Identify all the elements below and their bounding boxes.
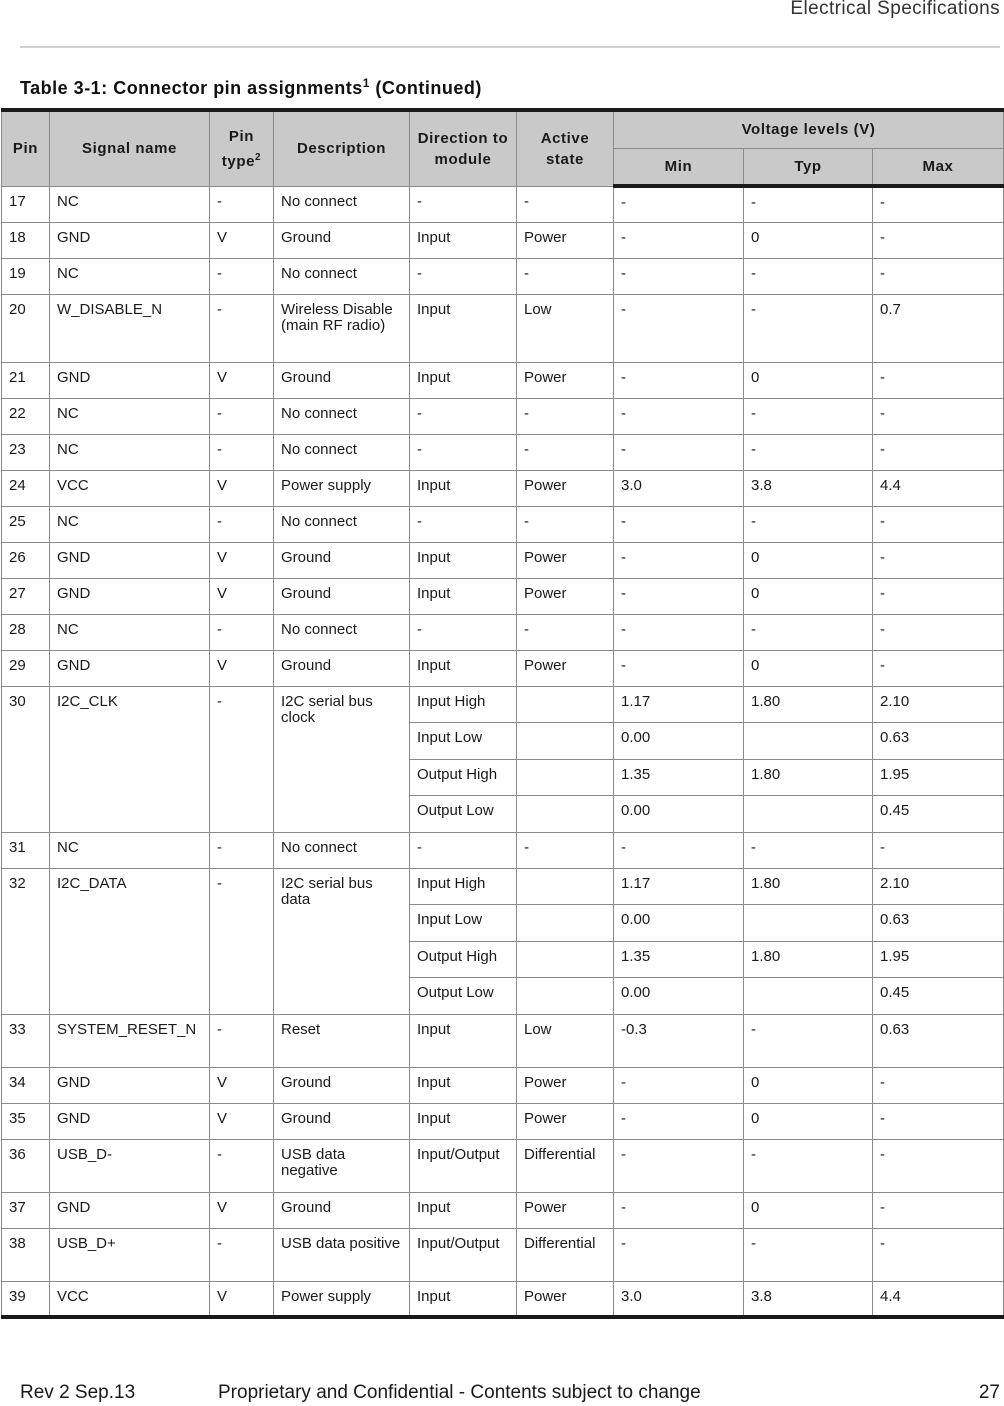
cell-description: USB data positive bbox=[274, 1228, 410, 1281]
cell-pin: 36 bbox=[2, 1139, 50, 1192]
cell-description: No connect bbox=[274, 434, 410, 470]
cell-pin-type: - bbox=[210, 186, 274, 222]
cell-active-state: - bbox=[517, 434, 614, 470]
cell-min: - bbox=[614, 398, 744, 434]
cell-signal-name: VCC bbox=[50, 470, 210, 506]
cell-max: 4.4 bbox=[873, 1281, 1004, 1317]
cell-min: - bbox=[614, 294, 744, 362]
cell-pin: 21 bbox=[2, 362, 50, 398]
cell-pin-type: V bbox=[210, 470, 274, 506]
cell-description: Power supply bbox=[274, 1281, 410, 1317]
table-row bbox=[2, 868, 1004, 905]
cell-direction: Input High bbox=[410, 686, 517, 723]
cell-typ: 0 bbox=[744, 362, 873, 398]
cell-active-state: Power bbox=[517, 470, 614, 506]
cell-description: Ground bbox=[274, 362, 410, 398]
cell-direction: Output Low bbox=[410, 796, 517, 833]
cell-min: -0.3 bbox=[614, 1014, 744, 1067]
cell-pin-type: - bbox=[210, 1139, 274, 1192]
footer-revision: Rev 2 Sep.13 bbox=[20, 1382, 136, 1403]
cell-description: No connect bbox=[274, 832, 410, 868]
cell-active-state: - bbox=[517, 186, 614, 222]
cell-active-state: Power bbox=[517, 222, 614, 258]
cell-max: 0.63 bbox=[873, 723, 1004, 760]
cell-typ bbox=[744, 978, 873, 1015]
header-pin: Pin bbox=[2, 110, 50, 186]
cell-signal-name: GND bbox=[50, 650, 210, 686]
cell-active-state: - bbox=[517, 258, 614, 294]
table-row bbox=[2, 362, 1004, 398]
cell-pin: 23 bbox=[2, 434, 50, 470]
cell-direction: Input bbox=[410, 222, 517, 258]
cell-description: No connect bbox=[274, 506, 410, 542]
cell-max: 2.10 bbox=[873, 868, 1004, 905]
cell-description: Ground bbox=[274, 1192, 410, 1228]
cell-pin-type: V bbox=[210, 1103, 274, 1139]
cell-typ: 1.80 bbox=[744, 759, 873, 796]
cell-max: - bbox=[873, 542, 1004, 578]
pin-table-body bbox=[2, 186, 1004, 1317]
cell-min: - bbox=[614, 1192, 744, 1228]
cell-pin: 28 bbox=[2, 614, 50, 650]
cell-direction: Input Low bbox=[410, 723, 517, 760]
cell-active-state bbox=[517, 796, 614, 833]
cell-max: 0.45 bbox=[873, 796, 1004, 833]
pin-assignment-table bbox=[1, 108, 1004, 1319]
cell-active-state bbox=[517, 868, 614, 905]
cell-direction: Input bbox=[410, 294, 517, 362]
cell-min: - bbox=[614, 362, 744, 398]
cell-pin: 27 bbox=[2, 578, 50, 614]
cell-active-state: - bbox=[517, 398, 614, 434]
cell-typ: - bbox=[744, 1228, 873, 1281]
table-row bbox=[2, 686, 1004, 723]
caption-text: Table 3-1: Connector pin assignments bbox=[20, 78, 363, 98]
cell-pin: 30 bbox=[2, 686, 50, 832]
table-row bbox=[2, 650, 1004, 686]
cell-signal-name: NC bbox=[50, 506, 210, 542]
cell-pin-type: V bbox=[210, 578, 274, 614]
cell-signal-name: GND bbox=[50, 1192, 210, 1228]
cell-typ: - bbox=[744, 832, 873, 868]
cell-pin-type: - bbox=[210, 868, 274, 1014]
cell-max: - bbox=[873, 258, 1004, 294]
cell-max: - bbox=[873, 578, 1004, 614]
cell-typ: 0 bbox=[744, 578, 873, 614]
cell-direction: Input/Output bbox=[410, 1228, 517, 1281]
cell-max: - bbox=[873, 222, 1004, 258]
cell-description: Ground bbox=[274, 650, 410, 686]
cell-direction: - bbox=[410, 506, 517, 542]
cell-signal-name: GND bbox=[50, 1067, 210, 1103]
cell-signal-name: NC bbox=[50, 258, 210, 294]
table-row bbox=[2, 258, 1004, 294]
cell-typ: 1.80 bbox=[744, 868, 873, 905]
cell-description: No connect bbox=[274, 398, 410, 434]
cell-max: - bbox=[873, 1228, 1004, 1281]
cell-typ: - bbox=[744, 1014, 873, 1067]
cell-min: - bbox=[614, 614, 744, 650]
cell-direction: - bbox=[410, 434, 517, 470]
cell-direction: Input bbox=[410, 1281, 517, 1317]
header-direction: Direction to module bbox=[410, 110, 517, 186]
cell-pin: 29 bbox=[2, 650, 50, 686]
cell-signal-name: W_DISABLE_N bbox=[50, 294, 210, 362]
cell-max: - bbox=[873, 1067, 1004, 1103]
cell-active-state bbox=[517, 759, 614, 796]
header-voltage-levels: Voltage levels (V) bbox=[614, 110, 1004, 148]
cell-pin-type: V bbox=[210, 222, 274, 258]
cell-min: - bbox=[614, 832, 744, 868]
table-row bbox=[2, 506, 1004, 542]
cell-direction: Input Low bbox=[410, 905, 517, 942]
cell-direction: - bbox=[410, 258, 517, 294]
table-row bbox=[2, 1014, 1004, 1067]
table-row bbox=[2, 1228, 1004, 1281]
cell-description: I2C serial bus data bbox=[274, 868, 410, 1014]
table-row bbox=[2, 1192, 1004, 1228]
cell-signal-name: NC bbox=[50, 186, 210, 222]
table-row bbox=[2, 294, 1004, 362]
cell-max: 1.95 bbox=[873, 759, 1004, 796]
cell-active-state bbox=[517, 978, 614, 1015]
cell-signal-name: USB_D+ bbox=[50, 1228, 210, 1281]
cell-pin: 20 bbox=[2, 294, 50, 362]
table-row bbox=[2, 542, 1004, 578]
caption-footnote-mark: 1 bbox=[362, 76, 370, 90]
cell-max: 2.10 bbox=[873, 686, 1004, 723]
cell-signal-name: GND bbox=[50, 542, 210, 578]
cell-description: No connect bbox=[274, 614, 410, 650]
cell-active-state: Power bbox=[517, 362, 614, 398]
caption-suffix: (Continued) bbox=[369, 78, 482, 98]
cell-description: Ground bbox=[274, 542, 410, 578]
cell-typ bbox=[744, 796, 873, 833]
cell-signal-name: GND bbox=[50, 1103, 210, 1139]
cell-pin-type: - bbox=[210, 1014, 274, 1067]
footer-page-number: 27 bbox=[978, 1382, 1000, 1403]
table-row bbox=[2, 398, 1004, 434]
cell-signal-name: NC bbox=[50, 434, 210, 470]
cell-max: 4.4 bbox=[873, 470, 1004, 506]
cell-max: - bbox=[873, 1103, 1004, 1139]
cell-direction: Input bbox=[410, 1067, 517, 1103]
cell-active-state bbox=[517, 686, 614, 723]
cell-pin: 37 bbox=[2, 1192, 50, 1228]
cell-min: - bbox=[614, 258, 744, 294]
cell-signal-name: SYSTEM_RESET_N bbox=[50, 1014, 210, 1067]
cell-pin: 32 bbox=[2, 868, 50, 1014]
cell-description: No connect bbox=[274, 186, 410, 222]
cell-min: - bbox=[614, 222, 744, 258]
cell-min: - bbox=[614, 1139, 744, 1192]
cell-active-state bbox=[517, 723, 614, 760]
cell-signal-name: NC bbox=[50, 832, 210, 868]
cell-active-state: Low bbox=[517, 294, 614, 362]
cell-active-state: - bbox=[517, 506, 614, 542]
cell-max: - bbox=[873, 614, 1004, 650]
table-row bbox=[2, 222, 1004, 258]
header-pin-type-footnote: 2 bbox=[255, 151, 262, 163]
cell-max: 0.45 bbox=[873, 978, 1004, 1015]
cell-direction: Input bbox=[410, 362, 517, 398]
cell-pin: 31 bbox=[2, 832, 50, 868]
cell-min: - bbox=[614, 650, 744, 686]
cell-pin-type: V bbox=[210, 1067, 274, 1103]
cell-min: - bbox=[614, 578, 744, 614]
cell-pin: 18 bbox=[2, 222, 50, 258]
cell-pin-type: - bbox=[210, 1228, 274, 1281]
cell-active-state: Differential bbox=[517, 1228, 614, 1281]
cell-pin-type: V bbox=[210, 1192, 274, 1228]
header-max: Max bbox=[873, 148, 1004, 186]
cell-description: Reset bbox=[274, 1014, 410, 1067]
cell-pin-type: V bbox=[210, 542, 274, 578]
cell-typ bbox=[744, 723, 873, 760]
cell-active-state: Power bbox=[517, 1192, 614, 1228]
cell-min: 0.00 bbox=[614, 905, 744, 942]
cell-min: 1.35 bbox=[614, 941, 744, 978]
table-row bbox=[2, 186, 1004, 222]
cell-min: 0.00 bbox=[614, 796, 744, 833]
cell-typ: 1.80 bbox=[744, 686, 873, 723]
cell-typ: - bbox=[744, 434, 873, 470]
cell-active-state: Power bbox=[517, 1103, 614, 1139]
cell-min: 3.0 bbox=[614, 470, 744, 506]
cell-pin-type: - bbox=[210, 832, 274, 868]
cell-max: 0.63 bbox=[873, 905, 1004, 942]
cell-min: - bbox=[614, 1103, 744, 1139]
cell-min: 3.0 bbox=[614, 1281, 744, 1317]
cell-typ: - bbox=[744, 614, 873, 650]
cell-active-state: Power bbox=[517, 1281, 614, 1317]
cell-active-state bbox=[517, 905, 614, 942]
cell-typ: 0 bbox=[744, 222, 873, 258]
cell-pin-type: V bbox=[210, 1281, 274, 1317]
cell-pin: 35 bbox=[2, 1103, 50, 1139]
cell-min: - bbox=[614, 1067, 744, 1103]
cell-signal-name: USB_D- bbox=[50, 1139, 210, 1192]
cell-direction: Output High bbox=[410, 941, 517, 978]
cell-max: 0.7 bbox=[873, 294, 1004, 362]
cell-description: Ground bbox=[274, 1067, 410, 1103]
cell-typ: 0 bbox=[744, 650, 873, 686]
cell-typ: - bbox=[744, 258, 873, 294]
cell-description: No connect bbox=[274, 258, 410, 294]
cell-min: - bbox=[614, 1228, 744, 1281]
cell-typ: - bbox=[744, 1139, 873, 1192]
cell-active-state: Power bbox=[517, 1067, 614, 1103]
cell-pin: 22 bbox=[2, 398, 50, 434]
table-row bbox=[2, 1103, 1004, 1139]
cell-direction: Input bbox=[410, 1014, 517, 1067]
cell-pin: 34 bbox=[2, 1067, 50, 1103]
header-pin-type-label: Pin type bbox=[221, 127, 256, 170]
cell-typ: 3.8 bbox=[744, 1281, 873, 1317]
cell-direction: - bbox=[410, 614, 517, 650]
cell-typ: 0 bbox=[744, 1192, 873, 1228]
cell-active-state: Power bbox=[517, 542, 614, 578]
cell-active-state: Low bbox=[517, 1014, 614, 1067]
cell-signal-name: GND bbox=[50, 578, 210, 614]
cell-pin-type: - bbox=[210, 614, 274, 650]
cell-max: - bbox=[873, 362, 1004, 398]
cell-pin-type: V bbox=[210, 650, 274, 686]
cell-active-state: Power bbox=[517, 650, 614, 686]
cell-direction: - bbox=[410, 832, 517, 868]
cell-pin-type: - bbox=[210, 258, 274, 294]
cell-typ: - bbox=[744, 506, 873, 542]
cell-signal-name: NC bbox=[50, 398, 210, 434]
cell-description: I2C serial bus clock bbox=[274, 686, 410, 832]
cell-typ: 0 bbox=[744, 542, 873, 578]
header-pin-type bbox=[210, 110, 274, 186]
cell-direction: Input bbox=[410, 1192, 517, 1228]
cell-pin-type: V bbox=[210, 362, 274, 398]
cell-pin: 33 bbox=[2, 1014, 50, 1067]
cell-max: 0.63 bbox=[873, 1014, 1004, 1067]
cell-active-state: - bbox=[517, 614, 614, 650]
header-rule bbox=[20, 46, 1000, 48]
table-row bbox=[2, 832, 1004, 868]
cell-active-state: Differential bbox=[517, 1139, 614, 1192]
table-row bbox=[2, 614, 1004, 650]
cell-direction: Output High bbox=[410, 759, 517, 796]
cell-active-state: - bbox=[517, 832, 614, 868]
cell-typ: - bbox=[744, 186, 873, 222]
cell-max: - bbox=[873, 1192, 1004, 1228]
cell-direction: Input bbox=[410, 470, 517, 506]
cell-min: 0.00 bbox=[614, 723, 744, 760]
running-header: Electrical Specifications bbox=[790, 0, 1000, 19]
cell-pin-type: - bbox=[210, 506, 274, 542]
cell-typ: 1.80 bbox=[744, 941, 873, 978]
cell-pin-type: - bbox=[210, 398, 274, 434]
cell-description: USB data negative bbox=[274, 1139, 410, 1192]
cell-direction: Input High bbox=[410, 868, 517, 905]
cell-direction: - bbox=[410, 186, 517, 222]
table-row bbox=[2, 1067, 1004, 1103]
cell-pin: 26 bbox=[2, 542, 50, 578]
cell-description: Power supply bbox=[274, 470, 410, 506]
cell-max: - bbox=[873, 506, 1004, 542]
header-signal-name: Signal name bbox=[50, 110, 210, 186]
cell-description: Ground bbox=[274, 222, 410, 258]
cell-direction: Input/Output bbox=[410, 1139, 517, 1192]
cell-signal-name: GND bbox=[50, 222, 210, 258]
cell-signal-name: VCC bbox=[50, 1281, 210, 1317]
cell-signal-name: NC bbox=[50, 614, 210, 650]
cell-typ: - bbox=[744, 294, 873, 362]
cell-pin: 19 bbox=[2, 258, 50, 294]
cell-min: 0.00 bbox=[614, 978, 744, 1015]
cell-min: - bbox=[614, 186, 744, 222]
cell-direction: Input bbox=[410, 1103, 517, 1139]
header-min: Min bbox=[614, 148, 744, 186]
cell-typ: 3.8 bbox=[744, 470, 873, 506]
cell-description: Ground bbox=[274, 1103, 410, 1139]
cell-typ: 0 bbox=[744, 1067, 873, 1103]
table-row bbox=[2, 434, 1004, 470]
cell-signal-name: I2C_DATA bbox=[50, 868, 210, 1014]
cell-max: - bbox=[873, 1139, 1004, 1192]
cell-pin: 25 bbox=[2, 506, 50, 542]
header-typ: Typ bbox=[744, 148, 873, 186]
footer-confidential-note: Proprietary and Confidential - Contents subject to change bbox=[218, 1382, 701, 1403]
cell-pin-type: - bbox=[210, 294, 274, 362]
table-caption bbox=[20, 76, 482, 99]
cell-min: 1.17 bbox=[614, 686, 744, 723]
cell-pin: 17 bbox=[2, 186, 50, 222]
cell-signal-name: I2C_CLK bbox=[50, 686, 210, 832]
cell-max: - bbox=[873, 434, 1004, 470]
cell-description: Wireless Disable (main RF radio) bbox=[274, 294, 410, 362]
cell-pin-type: - bbox=[210, 434, 274, 470]
cell-min: 1.35 bbox=[614, 759, 744, 796]
cell-min: - bbox=[614, 506, 744, 542]
cell-max: - bbox=[873, 832, 1004, 868]
cell-typ: 0 bbox=[744, 1103, 873, 1139]
cell-max: 1.95 bbox=[873, 941, 1004, 978]
cell-pin: 24 bbox=[2, 470, 50, 506]
cell-direction: - bbox=[410, 398, 517, 434]
cell-active-state: Power bbox=[517, 578, 614, 614]
cell-direction: Output Low bbox=[410, 978, 517, 1015]
cell-pin-type: - bbox=[210, 686, 274, 832]
cell-pin: 38 bbox=[2, 1228, 50, 1281]
table-row bbox=[2, 470, 1004, 506]
cell-direction: Input bbox=[410, 542, 517, 578]
cell-signal-name: GND bbox=[50, 362, 210, 398]
cell-description: Ground bbox=[274, 578, 410, 614]
cell-direction: Input bbox=[410, 650, 517, 686]
header-active-state: Active state bbox=[517, 110, 614, 186]
header-description: Description bbox=[274, 110, 410, 186]
table-row bbox=[2, 1139, 1004, 1192]
cell-active-state bbox=[517, 941, 614, 978]
cell-min: 1.17 bbox=[614, 868, 744, 905]
cell-direction: Input bbox=[410, 578, 517, 614]
table-row bbox=[2, 578, 1004, 614]
cell-min: - bbox=[614, 542, 744, 578]
cell-max: - bbox=[873, 650, 1004, 686]
table-row bbox=[2, 1281, 1004, 1317]
cell-typ bbox=[744, 905, 873, 942]
cell-pin: 39 bbox=[2, 1281, 50, 1317]
cell-max: - bbox=[873, 398, 1004, 434]
cell-min: - bbox=[614, 434, 744, 470]
cell-max: - bbox=[873, 186, 1004, 222]
cell-typ: - bbox=[744, 398, 873, 434]
